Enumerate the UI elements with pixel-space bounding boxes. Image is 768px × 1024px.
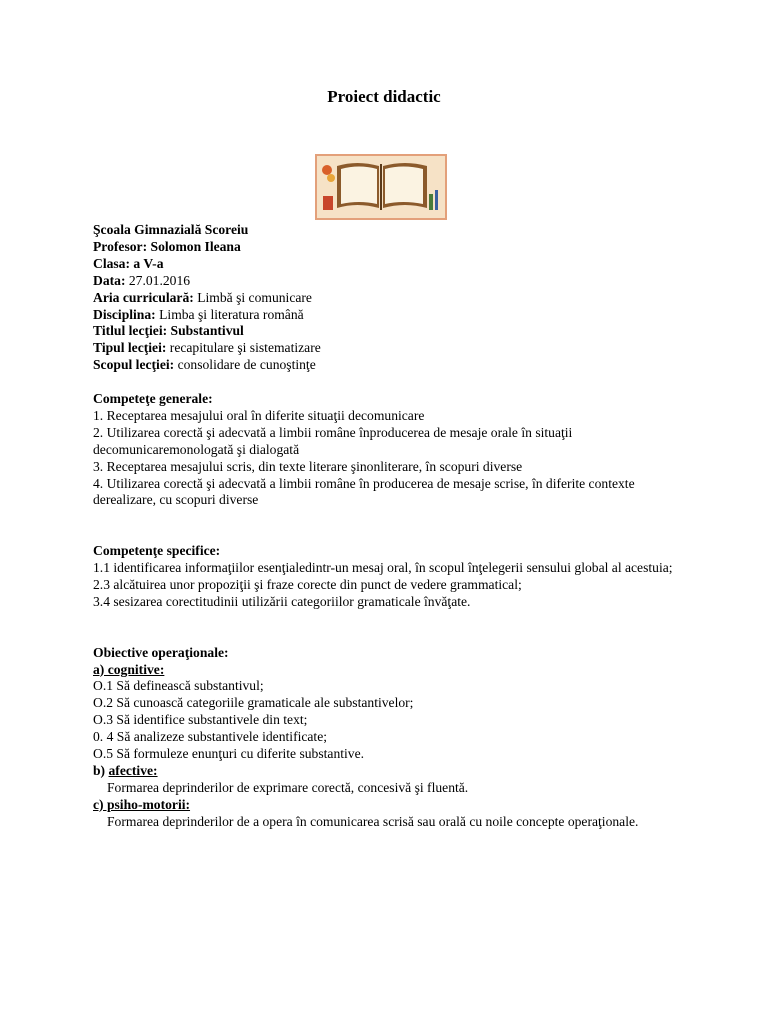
objective-item: O.5 Să formuleze enunţuri cu diferite substantive. (93, 746, 365, 762)
cognitive-label: a) cognitive: (93, 661, 165, 677)
general-competences-heading: Competeţe generale: (93, 391, 213, 407)
general-competence-item: 1. Receptarea mesajului oral în diferite situaţii decomunicare (93, 407, 425, 423)
spacer (93, 509, 693, 543)
lesson-title-row (93, 323, 693, 340)
class-value: a V-a (133, 255, 164, 271)
discipline-label: Disciplina: (93, 306, 156, 322)
document-body (93, 222, 693, 831)
discipline-value: Limba şi literatura română (159, 306, 304, 322)
affective-prefix: b) (93, 762, 106, 778)
curricular-area-value: Limbă şi comunicare (197, 289, 312, 305)
page-title: Proiect didactic (327, 87, 441, 106)
psychomotor-text: Formarea deprinderilor de a opera în comunicarea scrisă sau orală cu noile concepte operaţionale. (107, 813, 639, 829)
objective-item: O.1 Să definească substantivul; (93, 678, 264, 694)
book-illustration (315, 154, 447, 220)
lesson-title-value: Substantivul (170, 323, 244, 339)
open-book-image (317, 156, 445, 218)
lesson-type-label: Tipul lecţiei: (93, 340, 167, 356)
lesson-type-value: recapitulare şi sistematizare (169, 340, 321, 356)
lesson-title-label: Titlul lecţiei: (93, 323, 168, 339)
professor-label: Profesor: (93, 238, 148, 254)
spacer (93, 374, 693, 391)
curricular-area-row (93, 290, 693, 307)
curricular-area-label: Aria curriculară: (93, 289, 194, 305)
lesson-scope-label: Scopul lecţiei: (93, 357, 175, 373)
psychomotor-label: c) psiho-motorii: (93, 796, 191, 812)
school-name: Şcoala Gimnazială Scoreiu (93, 222, 249, 237)
class-row (93, 256, 693, 273)
objective-item: 0. 4 Să analizeze substantivele identificate; (93, 729, 328, 745)
discipline-row (93, 307, 693, 324)
general-competence-item: 4. Utilizarea corectă şi adecvată a limbii române în producerea de mesaje scrise, în diferite contexte derealizare, cu scopuri diverse (93, 475, 635, 508)
date-label: Data: (93, 272, 126, 288)
affective-text: Formarea deprinderilor de exprimare corectă, concesivă şi fluentă. (107, 779, 469, 795)
specific-competence-item: 3.4 sesizarea corectitudinii utilizării categoriilor gramaticale învăţate. (93, 593, 471, 609)
lesson-type-row (93, 340, 693, 357)
class-label: Clasa: (93, 255, 131, 271)
professor-value: Solomon Ileana (150, 238, 241, 254)
affective-label: afective: (108, 762, 158, 778)
operational-objectives-heading: Obiective operaţionale: (93, 644, 229, 660)
specific-competence-item: 1.1 identificarea informaţiilor esenţialedintr-un mesaj oral, în scopul înţelegerii sensului global al acestuia; (93, 560, 673, 576)
objective-item: O.3 Să identifice substantivele din text; (93, 712, 308, 728)
date-value: 27.01.2016 (128, 272, 191, 288)
lesson-scope-row (93, 357, 693, 374)
general-competence-item: 3. Receptarea mesajului scris, din texte literare şinonliterare, în scopuri diverse (93, 458, 523, 474)
spacer (93, 611, 693, 645)
general-competence-item: 2. Utilizarea corectă şi adecvată a limbii române înproducerea de mesaje orale în situaţii decomunicaremonologată şi dialogată (93, 424, 573, 457)
date-row (93, 273, 693, 290)
specific-competence-item: 2.3 alcătuirea unor propoziţii şi fraze corecte din punct de vedere grammatical; (93, 577, 522, 592)
affective-row (93, 763, 693, 780)
objective-item: O.2 Să cunoască categoriile gramaticale ale substantivelor; (93, 695, 414, 711)
professor-row (93, 239, 693, 256)
specific-competences-heading: Competenţe specifice: (93, 543, 221, 559)
lesson-scope-value: consolidare de cunoştinţe (177, 357, 316, 373)
